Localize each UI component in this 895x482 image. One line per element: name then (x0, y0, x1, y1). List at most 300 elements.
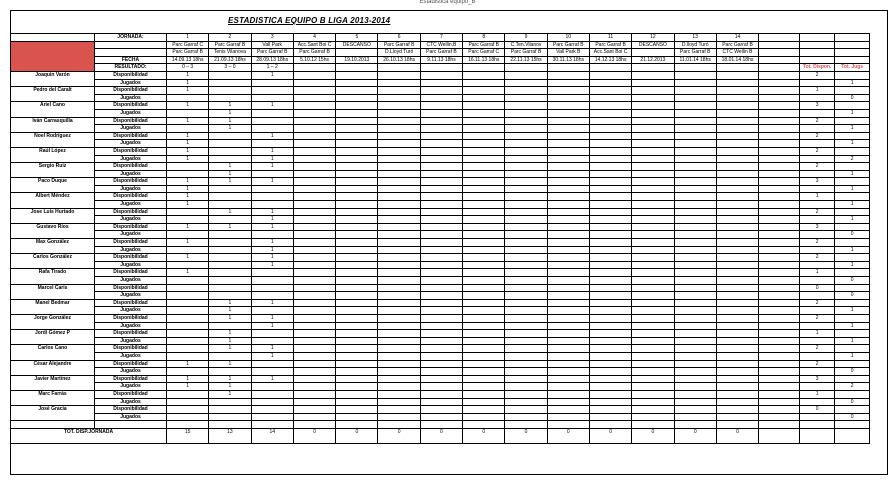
disp-cell (420, 208, 462, 216)
jug-cell (547, 185, 589, 193)
disponibilidad-label: Disponibilidad (95, 193, 167, 201)
total-cell: 0 (463, 428, 505, 443)
disp-cell (547, 390, 589, 398)
disp-cell (547, 406, 589, 414)
disponibilidad-label: Disponibilidad (95, 375, 167, 383)
jug-cell (463, 398, 505, 406)
jug-cell (463, 231, 505, 239)
disp-cell (293, 117, 335, 125)
jug-cell (632, 261, 674, 269)
disp-cell (463, 406, 505, 414)
jug-cell (505, 170, 547, 178)
jug-cell (674, 125, 716, 133)
jug-cell (293, 261, 335, 269)
disp-cell (463, 254, 505, 262)
venue1-cell: D.lloyd Turó (674, 41, 716, 49)
jug-cell (674, 246, 716, 254)
jug-cell (463, 322, 505, 330)
blank-cell (835, 269, 870, 277)
jug-cell (420, 246, 462, 254)
disp-cell (547, 375, 589, 383)
disp-cell (547, 299, 589, 307)
disp-cell (716, 314, 758, 322)
disp-cell: 1 (167, 71, 209, 79)
resultado-cell (505, 64, 547, 72)
player-jug-row (11, 246, 870, 254)
disp-cell: 1 (167, 269, 209, 277)
blank-cell (759, 261, 800, 269)
disp-cell (632, 375, 674, 383)
sheet-title: ESTADISTICA EQUIPO B LIGA 2013-2014 (228, 16, 391, 25)
tot-jug-value: 0 (835, 413, 870, 421)
jornada-cell: 6 (378, 34, 420, 42)
player-disp-row (11, 390, 870, 398)
header-row (11, 34, 870, 42)
disp-cell (505, 102, 547, 110)
player-disp-row (11, 269, 870, 277)
disp-cell (547, 330, 589, 338)
disp-cell (209, 71, 251, 79)
player-name: Max González (11, 239, 95, 254)
jug-cell (420, 216, 462, 224)
jug-cell (167, 368, 209, 376)
jug-cell (251, 109, 293, 117)
disp-cell: 1 (251, 208, 293, 216)
jug-cell (589, 322, 631, 330)
disp-cell (632, 163, 674, 171)
jug-cell (209, 398, 251, 406)
blank-cell (835, 330, 870, 338)
jug-cell (293, 307, 335, 315)
jug-cell (632, 140, 674, 148)
disp-cell: 1 (209, 102, 251, 110)
jug-cell (547, 277, 589, 285)
blank-cell (835, 56, 870, 64)
disp-cell (336, 299, 378, 307)
tot-disp-header: Tot. Dispon. (800, 64, 835, 72)
fecha-cell: 5.10.12 15hs (293, 56, 335, 64)
player-jug-row (11, 140, 870, 148)
jug-cell (674, 140, 716, 148)
jug-cell (251, 337, 293, 345)
blank-cell (759, 314, 800, 322)
disp-cell (378, 223, 420, 231)
disp-cell (632, 284, 674, 292)
jug-cell (505, 413, 547, 421)
disp-cell (293, 208, 335, 216)
disp-cell (293, 284, 335, 292)
jug-cell (167, 322, 209, 330)
disp-cell (463, 239, 505, 247)
jug-cell (547, 398, 589, 406)
venue2-cell: CTC Wellin B (716, 49, 758, 57)
jug-cell (547, 292, 589, 300)
disp-cell (716, 330, 758, 338)
total-cell: 0 (293, 428, 335, 443)
venue2-cell: Parc Garraf B (505, 49, 547, 57)
blank-cell (759, 337, 800, 345)
tot-disp-value: 1 (800, 87, 835, 95)
disp-cell (632, 390, 674, 398)
jug-cell (251, 368, 293, 376)
player-jug-row (11, 125, 870, 133)
disp-cell (293, 223, 335, 231)
jug-cell (547, 140, 589, 148)
blank-cell (835, 49, 870, 57)
jug-cell (463, 307, 505, 315)
jug-cell (505, 337, 547, 345)
disp-cell (589, 284, 631, 292)
blank-cell (759, 125, 800, 133)
disp-cell (293, 314, 335, 322)
disp-cell: 1 (209, 163, 251, 171)
jugados-label: Jugados (95, 155, 167, 163)
disp-cell (378, 375, 420, 383)
disp-cell (547, 163, 589, 171)
jugados-label: Jugados (95, 170, 167, 178)
jug-cell (463, 277, 505, 285)
disp-cell (632, 178, 674, 186)
header-label (95, 41, 167, 49)
disp-cell (167, 406, 209, 414)
header-row (11, 56, 870, 64)
blank-cell (800, 277, 835, 285)
jug-cell (716, 383, 758, 391)
disp-cell (589, 330, 631, 338)
jug-cell (674, 155, 716, 163)
disp-cell (716, 132, 758, 140)
disp-cell (463, 147, 505, 155)
disp-cell (589, 147, 631, 155)
jug-cell (716, 292, 758, 300)
jug-cell: 1 (167, 79, 209, 87)
disp-cell (293, 406, 335, 414)
jug-cell (293, 352, 335, 360)
jug-cell (420, 109, 462, 117)
jug-cell (293, 246, 335, 254)
disp-cell (463, 193, 505, 201)
blank-cell (835, 132, 870, 140)
disp-cell (293, 102, 335, 110)
jug-cell (167, 292, 209, 300)
total-cell: 0 (674, 428, 716, 443)
jug-cell: 1 (167, 185, 209, 193)
venue1-cell: DESCANSO (632, 41, 674, 49)
disp-cell (420, 269, 462, 277)
jug-cell (251, 277, 293, 285)
player-name: Iván Carrasquilla (11, 117, 95, 132)
disp-cell (463, 360, 505, 368)
blank-cell (759, 246, 800, 254)
blank-cell (759, 155, 800, 163)
fecha-cell: 26.10.13 18hs (378, 56, 420, 64)
disp-cell (378, 314, 420, 322)
jug-cell (167, 216, 209, 224)
disp-cell (167, 284, 209, 292)
blank-cell (835, 208, 870, 216)
disp-cell: 1 (251, 71, 293, 79)
blank-cell (759, 398, 800, 406)
blank-cell (209, 421, 251, 429)
tot-jug-value: 2 (835, 155, 870, 163)
jug-cell (251, 292, 293, 300)
jug-cell (336, 337, 378, 345)
disp-cell (674, 375, 716, 383)
blank-cell (547, 421, 589, 429)
jugados-label: Jugados (95, 413, 167, 421)
resultado-cell (589, 64, 631, 72)
player-disp-row (11, 178, 870, 186)
disp-cell: 1 (167, 223, 209, 231)
disp-cell (251, 117, 293, 125)
player-disp-row (11, 254, 870, 262)
jug-cell (589, 352, 631, 360)
fecha-cell: 22.11.13 15hs (505, 56, 547, 64)
disp-cell (378, 360, 420, 368)
blank-cell (759, 322, 800, 330)
jug-cell (420, 352, 462, 360)
jornada-cell: 1 (167, 34, 209, 42)
blank-cell (800, 79, 835, 87)
resultado-cell (547, 64, 589, 72)
disp-cell (336, 132, 378, 140)
blank-cell (800, 216, 835, 224)
blank-cell (759, 254, 800, 262)
jug-cell (420, 292, 462, 300)
jug-cell (463, 246, 505, 254)
blank-cell (759, 239, 800, 247)
jug-cell (505, 246, 547, 254)
jug-cell (420, 413, 462, 421)
blank-cell (420, 421, 462, 429)
tot-disp-value: 2 (800, 360, 835, 368)
jug-cell (547, 201, 589, 209)
player-disp-row (11, 102, 870, 110)
disp-cell (293, 269, 335, 277)
jug-cell (463, 383, 505, 391)
blank-cell (759, 193, 800, 201)
disp-cell (674, 102, 716, 110)
blank-cell (505, 421, 547, 429)
blank-cell (835, 163, 870, 171)
disp-cell (716, 208, 758, 216)
jug-cell (420, 383, 462, 391)
jug-cell (378, 398, 420, 406)
jug-cell (589, 140, 631, 148)
jug-cell (716, 109, 758, 117)
blank-cell (800, 413, 835, 421)
venue1-cell: CTC Wellin.B (420, 41, 462, 49)
venue2-cell: Parc Garraf B (420, 49, 462, 57)
disp-cell (336, 117, 378, 125)
jug-cell (674, 231, 716, 239)
jug-cell (251, 125, 293, 133)
disp-cell (547, 102, 589, 110)
disp-cell (336, 178, 378, 186)
jug-cell (336, 322, 378, 330)
disp-cell (716, 360, 758, 368)
disponibilidad-label: Disponibilidad (95, 390, 167, 398)
jug-cell (209, 185, 251, 193)
disp-cell (251, 269, 293, 277)
tot-disp-value: 3 (800, 102, 835, 110)
jug-cell (547, 368, 589, 376)
disp-cell (505, 223, 547, 231)
jug-cell (336, 277, 378, 285)
resultado-cell (632, 64, 674, 72)
resultado-cell (336, 64, 378, 72)
jug-cell (716, 170, 758, 178)
jug-cell (251, 185, 293, 193)
disp-cell (378, 102, 420, 110)
disp-cell (716, 117, 758, 125)
jug-cell (547, 170, 589, 178)
disponibilidad-label: Disponibilidad (95, 314, 167, 322)
jug-cell (167, 246, 209, 254)
disp-cell (547, 254, 589, 262)
disp-cell (716, 147, 758, 155)
jug-cell (293, 79, 335, 87)
jug-cell (463, 140, 505, 148)
blank-cell (800, 383, 835, 391)
total-cell: 0 (632, 428, 674, 443)
disponibilidad-label: Disponibilidad (95, 102, 167, 110)
header-red-block (11, 41, 95, 71)
disp-cell (293, 193, 335, 201)
player-jug-row (11, 79, 870, 87)
venue1-cell: C.Ten.Vilanov (505, 41, 547, 49)
jug-cell (251, 140, 293, 148)
disp-cell (589, 375, 631, 383)
player-disp-row (11, 132, 870, 140)
blank-cell (835, 239, 870, 247)
disp-cell (505, 314, 547, 322)
disp-cell: 1 (209, 390, 251, 398)
disponibilidad-label: Disponibilidad (95, 163, 167, 171)
player-name: Gustavo Ríos (11, 223, 95, 238)
jug-cell (674, 109, 716, 117)
blank-cell (716, 421, 758, 429)
disp-cell (167, 314, 209, 322)
jug-cell (589, 79, 631, 87)
tot-disp-value: 2 (800, 163, 835, 171)
disp-cell (463, 223, 505, 231)
jug-cell (632, 277, 674, 285)
disp-cell (209, 87, 251, 95)
disp-cell (463, 102, 505, 110)
blank-cell (95, 421, 167, 429)
jugados-label: Jugados (95, 368, 167, 376)
jug-cell (547, 337, 589, 345)
jornada-cell: 3 (251, 34, 293, 42)
tot-disp-value: 3 (800, 223, 835, 231)
jug-cell (336, 413, 378, 421)
disp-cell (589, 117, 631, 125)
blank-cell (759, 140, 800, 148)
disp-cell (589, 132, 631, 140)
disp-cell (293, 254, 335, 262)
blank-cell (674, 421, 716, 429)
jug-cell (547, 231, 589, 239)
jug-cell (463, 170, 505, 178)
tot-jug-value: 1 (835, 140, 870, 148)
disp-cell (674, 390, 716, 398)
disp-cell (547, 269, 589, 277)
disp-cell (716, 223, 758, 231)
player-jug-row (11, 155, 870, 163)
disp-cell: 1 (251, 239, 293, 247)
disp-cell (589, 71, 631, 79)
disp-cell: 1 (209, 117, 251, 125)
disp-cell (251, 284, 293, 292)
fecha-cell: 28.09.13 18hs (251, 56, 293, 64)
blank-cell (800, 94, 835, 102)
player-name: Carlos González (11, 254, 95, 269)
disp-cell (336, 163, 378, 171)
blank-cell (759, 102, 800, 110)
total-cell: 15 (167, 428, 209, 443)
disp-cell (589, 345, 631, 353)
jug-cell (463, 94, 505, 102)
jug-cell (378, 261, 420, 269)
jug-cell (293, 337, 335, 345)
disp-cell (463, 71, 505, 79)
blank-cell (759, 87, 800, 95)
jug-cell (674, 261, 716, 269)
jug-cell (251, 398, 293, 406)
disp-cell (674, 178, 716, 186)
blank-cell (463, 421, 505, 429)
jug-cell (674, 292, 716, 300)
blank-cell (251, 421, 293, 429)
disp-cell: 1 (209, 299, 251, 307)
player-name: Jordi Gómez P (11, 330, 95, 345)
jug-cell (589, 413, 631, 421)
jug-cell (632, 337, 674, 345)
disp-cell (336, 330, 378, 338)
disp-cell (463, 87, 505, 95)
blank-cell (759, 170, 800, 178)
venue1-cell: Parc Garraf B (463, 41, 505, 49)
disp-cell (547, 117, 589, 125)
disp-cell (505, 345, 547, 353)
disp-cell (505, 406, 547, 414)
jug-cell (420, 170, 462, 178)
blank-cell (759, 413, 800, 421)
disp-cell (505, 239, 547, 247)
disp-cell: 1 (209, 360, 251, 368)
disp-cell (167, 299, 209, 307)
blank-cell (759, 79, 800, 87)
player-name: Carlos Cano (11, 345, 95, 360)
disp-cell (632, 223, 674, 231)
jug-cell (716, 368, 758, 376)
disp-cell (547, 239, 589, 247)
jug-cell: 1 (251, 246, 293, 254)
player-disp-row (11, 208, 870, 216)
disp-cell (167, 163, 209, 171)
jug-cell (589, 261, 631, 269)
jug-cell (505, 79, 547, 87)
jug-cell (632, 94, 674, 102)
player-disp-row (11, 193, 870, 201)
disp-cell (505, 375, 547, 383)
disp-cell (589, 406, 631, 414)
jug-cell (167, 231, 209, 239)
blank-cell (759, 269, 800, 277)
jug-cell (293, 155, 335, 163)
disp-cell (716, 193, 758, 201)
